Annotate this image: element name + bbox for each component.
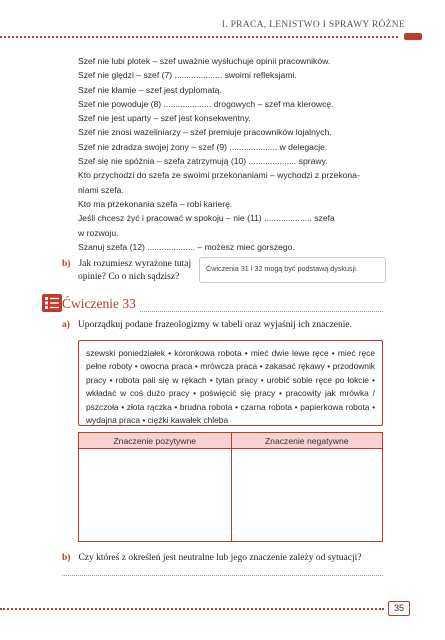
meaning-table [78, 432, 383, 542]
question-text: Czy któreś z określeń jest neutralne lub jego znaczenie zależy od sytuacji? [78, 553, 362, 563]
saying-line: Szef się nie spóźnia – szefa zatrzymują (10) .................... sprawy. [78, 156, 328, 167]
saying-line: Szef nie kłamie – szef jest dyplomatą. [78, 84, 222, 95]
saying-line: Szanuj szefa (12) .................... – możesz mieć gorszego. [78, 241, 295, 252]
exercise-title: Ćwiczenie 33 [62, 296, 136, 311]
question-text: Uporządkuj podane frazeologizmy w tabeli oraz wyjaśnij ich znaczenie. [77, 320, 352, 330]
header-dotted-rule [0, 36, 398, 38]
answer-line[interactable] [62, 575, 383, 576]
saying-line: Jeśli chcesz żyć i pracować w spokoju – nie (11) .................... szefa [78, 213, 335, 224]
exercise-dotted-rule [140, 311, 383, 312]
page-number: 35 [388, 601, 410, 616]
question-b-discussion [62, 258, 191, 284]
saying-line: Szef nie jest uparty – szef jest konsekwentny. [78, 113, 251, 124]
saying-line: w rozwoju. [78, 227, 119, 238]
phrase-bank: szewski poniedziałek • koronkowa robota • mieć dwie lewe ręce • mieć ręce pełne roboty • owocna praca • mrówcza praca • zakasać rękawy • przodownik pracy • robota pali się w rękach • tytan pracy • urobić sobie ręce po łokcie • wkładać w coś dużo pracy • poświęcić się pracy • pracowity jak mrówka / pszczoła • złota rączka • brudna robota • czarna robota • papierkowa robota • wydajna praca • ciężki kawałek chleba [78, 340, 383, 426]
saying-line: Szef nie lubi plotek – szef uważnie wysłuchuje opinii pracowników. [78, 56, 331, 66]
chapter-title: I. PRACA, LENISTWO I SPRAWY RÓŻNE [221, 20, 405, 30]
saying-line: Szef nie powoduje (8) .................... drogowych – szef ma kierowcę. [78, 98, 334, 109]
saying-line: Szef nie znosi wazeliniarzy – szef premiuje pracowników lojalnych. [78, 127, 332, 138]
boss-sayings [78, 54, 408, 254]
checklist-icon [42, 294, 62, 312]
question-b-neutral [62, 553, 362, 563]
question-a [62, 320, 352, 330]
question-letter: b) [62, 553, 71, 563]
saying-line: Szef nie zdradza swojej żony – szef (9) .................... w delegacje. [78, 141, 328, 152]
question-letter: b) [62, 259, 71, 269]
question-text: opinie? Co o nich sądzisz? [78, 272, 180, 282]
question-text: Jak rozumiesz wyrażone tutaj [78, 259, 192, 269]
positive-answer-cell[interactable] [79, 449, 231, 541]
header-marker [404, 33, 422, 40]
footer-dotted-rule [0, 608, 384, 610]
question-letter: a) [62, 320, 70, 330]
negative-answer-cell[interactable] [231, 449, 383, 541]
saying-line: niami szefa. [78, 184, 124, 195]
teacher-note: Ćwiczenia 31 i 32 mogą być podstawą dyskusji. [199, 257, 386, 283]
saying-line: Kto przychodzi do szefa ze swoimi przekonaniami – wychodzi z przekona- [78, 170, 360, 181]
saying-line: Szef nie ględzi – szef (7) .................... swoimi refleksjami. [78, 70, 297, 81]
column-header-negative: Znaczenie negatywne [231, 433, 383, 449]
column-header-positive: Znaczenie pozytywne [79, 433, 231, 449]
saying-line: Kto ma przekonania szefa – robi karierę. [78, 198, 233, 209]
